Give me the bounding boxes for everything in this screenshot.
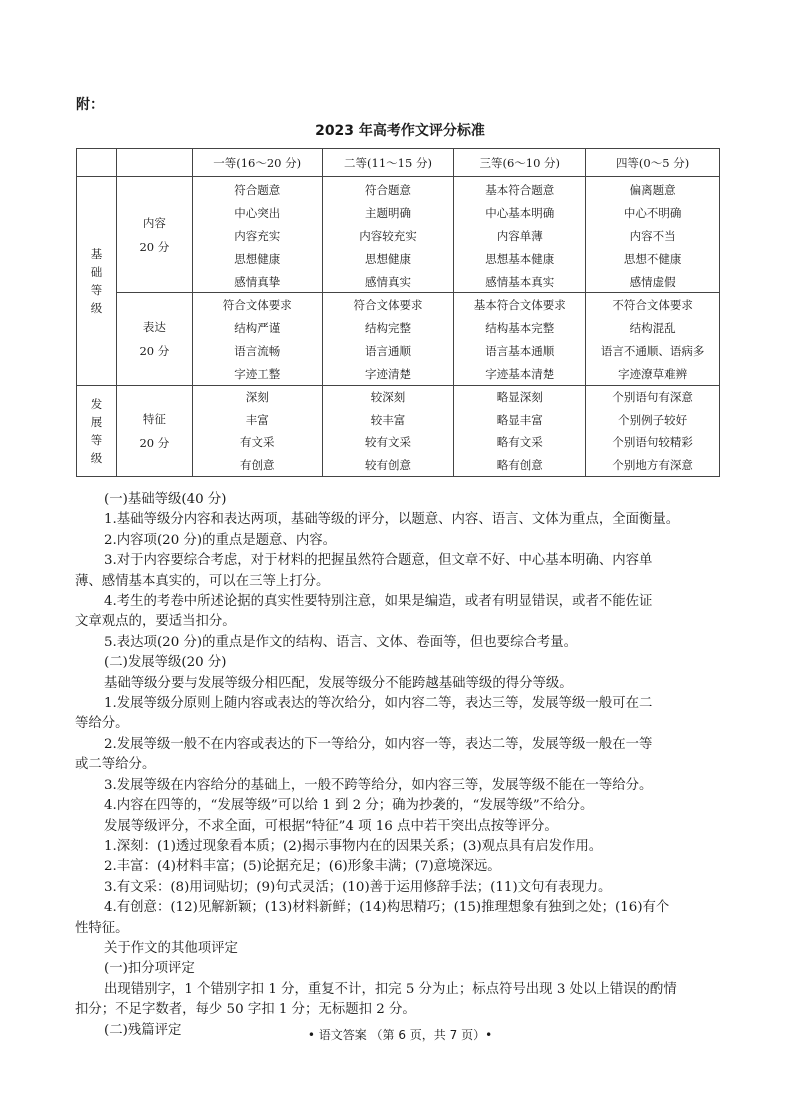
- paragraph-line: 3.有文采：(8)用词贴切；(9)句式灵活；(10)善于运用修辞手法；(11)文句有表现力。: [104, 879, 612, 895]
- paragraph-line: 1.深刻：(1)透过现象看本质；(2)揭示事物内在的因果关系；(3)观点具有启发作用。: [104, 838, 603, 854]
- paragraph-line: 或二等给分。: [75, 757, 156, 773]
- paragraph-line: 4.内容在四等的，“发展等级”可以给 1 到 2 分；确为抄袭的，“发展等级”不给分。: [104, 798, 594, 814]
- header-cell: [77, 149, 117, 177]
- expression-grade-1: 符合文体要求 结构严谨 语言流畅 字迹工整: [192, 293, 322, 386]
- basic-level-label: 基 础 等 级: [77, 177, 117, 386]
- content-grade-4: 偏离题意 中心不明确 内容不当 思想不健康 感情虚假: [586, 177, 720, 293]
- paragraph-line: 5.表达项(20 分)的重点是作文的结构、语言、文体、卷面等，但也要综合考量。: [104, 634, 578, 650]
- section-heading: (一)扣分项评定: [104, 961, 195, 977]
- expression-grade-2: 符合文体要求 结构完整 语言通顺 字迹清楚: [322, 293, 454, 386]
- paragraph-line: 出现错别字，1 个错别字扣 1 分，重复不计，扣完 5 分为止；标点符号出现 3 处以上错误的酌情: [104, 981, 677, 997]
- header-cell: [116, 149, 192, 177]
- section-heading: 关于作文的其他项评定: [104, 940, 238, 956]
- paragraph-line: 2.丰富：(4)材料丰富；(5)论据充足；(6)形象丰满；(7)意境深远。: [104, 859, 501, 875]
- feature-row: [77, 386, 720, 477]
- body-text: [75, 490, 728, 1041]
- expression-grade-3: 基本符合文体要求 结构基本完整 语言基本通顺 字迹基本清楚: [454, 293, 586, 386]
- paragraph-line: 2.发展等级一般不在内容或表达的下一等给分，如内容一等，表达二等，发展等级一般在一等: [104, 736, 653, 752]
- header-grade-4: 四等(0～5 分): [586, 149, 720, 177]
- expression-grade-4: 不符合文体要求 结构混乱 语言不通顺、语病多 字迹潦草难辨: [586, 293, 720, 386]
- paragraph-line: 3.发展等级在内容给分的基础上，一般不跨等给分，如内容三等，发展等级不能在一等给分。: [104, 777, 653, 793]
- table-header-row: [77, 149, 720, 177]
- paragraph-line: 薄、感情基本真实的，可以在三等上打分。: [75, 573, 330, 589]
- feature-grade-4: 个别语句有深意 个别例子较好 个别语句较精彩 个别地方有深意: [586, 386, 720, 477]
- paragraph-line: 4.考生的考卷中所述论据的真实性要特别注意，如果是编造，或者有明显错误，或者不能佐证: [104, 594, 653, 610]
- feature-grade-1: 深刻 丰富 有文采 有创意: [192, 386, 322, 477]
- feature-grade-3: 略显深刻 略显丰富 略有文采 略有创意: [454, 386, 586, 477]
- paragraph-line: 3.对于内容要综合考虑，对于材料的把握虽然符合题意，但文章不好、中心基本明确、内容单: [104, 553, 653, 569]
- header-grade-1: 一等(16～20 分): [192, 149, 322, 177]
- header-grade-3: 三等(6～10 分): [454, 149, 586, 177]
- paragraph-line: 基础等级分要与发展等级分相匹配，发展等级分不能跨越基础等级的得分等级。: [104, 675, 573, 691]
- scoring-table: [76, 148, 720, 477]
- paragraph-line: 2.内容项(20 分)的重点是题意、内容。: [104, 532, 336, 548]
- paragraph-line: 1.基础等级分内容和表达两项，基础等级的评分，以题意、内容、语言、文体为重点，全面衡量。: [104, 512, 680, 528]
- paragraph-line: 4.有创意：(12)见解新颖；(13)材料新鲜；(14)构思精巧；(15)推理想象有独到之处；(16)有个: [104, 900, 670, 916]
- content-grade-3: 基本符合题意 中心基本明确 内容单薄 思想基本健康 感情基本真实: [454, 177, 586, 293]
- paragraph-line: 1.发展等级分原则上随内容或表达的等次给分，如内容二等，表达三等，发展等级一般可在二: [104, 696, 653, 712]
- expression-row: [77, 293, 720, 386]
- dev-level-label: 发 展 等 级: [77, 386, 117, 477]
- expression-sublabel: 表达 20 分: [116, 293, 192, 386]
- content-sublabel: 内容 20 分: [116, 177, 192, 293]
- paragraph-line: 性特征。: [75, 920, 129, 936]
- paragraph-line: 文章观点的，要适当扣分。: [75, 614, 236, 630]
- feature-sublabel: 特征 20 分: [116, 386, 192, 477]
- table-title: 2023 年高考作文评分标准: [315, 123, 485, 139]
- content-grade-2: 符合题意 主题明确 内容较充实 思想健康 感情真实: [322, 177, 454, 293]
- content-row: [77, 177, 720, 293]
- section-heading: (二)残篇评定: [104, 1022, 182, 1038]
- paragraph-line: 发展等级评分，不求全面，可根据“特征”4 项 16 点中若干突出点按等评分。: [104, 818, 558, 834]
- section-heading: (二)发展等级(20 分): [104, 655, 227, 671]
- section-heading: (一)基础等级(40 分): [104, 492, 227, 507]
- paragraph-line: 扣分；不足字数者，每少 50 字扣 1 分；无标题扣 2 分。: [75, 1002, 416, 1018]
- content-grade-1: 符合题意 中心突出 内容充实 思想健康 感情真挚: [192, 177, 322, 293]
- header-grade-2: 二等(11～15 分): [322, 149, 454, 177]
- page-footer: • 语文答案 （第 6 页，共 7 页）•: [307, 1028, 493, 1042]
- feature-grade-2: 较深刻 较丰富 较有文采 较有创意: [322, 386, 454, 477]
- paragraph-line: 等给分。: [75, 716, 129, 732]
- appendix-heading: 附：: [76, 97, 104, 113]
